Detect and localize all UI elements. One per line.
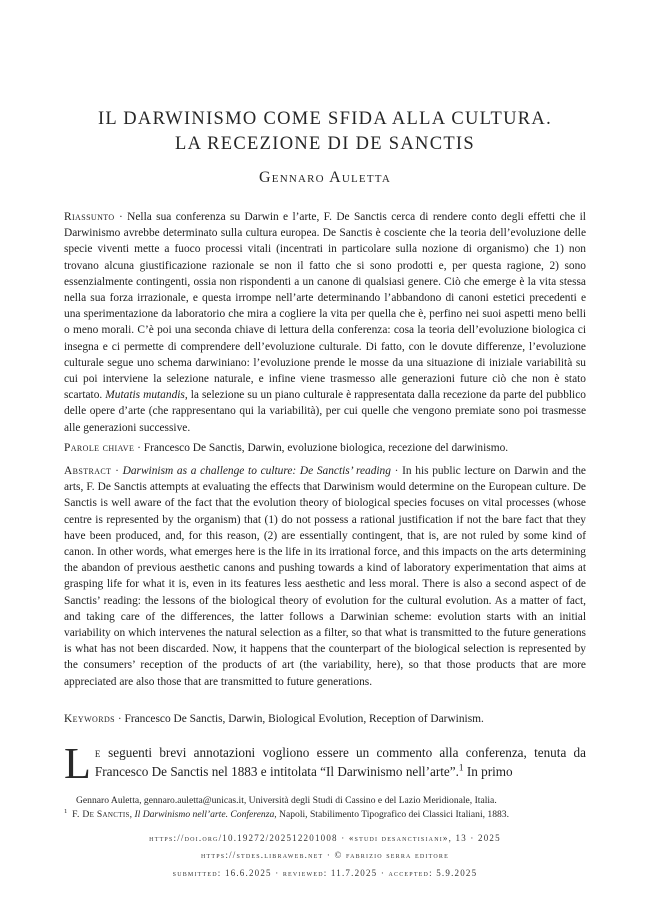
abstract-paragraph <box>64 463 586 690</box>
parole-chiave-text: Francesco De Sanctis, Darwin, evoluzione biologica, recezione del darwinismo. <box>143 442 509 454</box>
footnote-1-sep: , <box>129 809 135 820</box>
intro-paragraph <box>64 739 586 788</box>
article-title-line-1: IL DARWINISMO COME SFIDA ALLA CULTURA. <box>97 109 553 129</box>
footnote-1-author: F. De Sanctis <box>72 809 130 820</box>
author-name: Gennaro Auletta <box>259 169 391 186</box>
riassunto-text-b: , la selezione su un piano culturale è rappresentata dalla recezione da parte del pubblico delle opere d’arte (che rappresentano qui la variabilità), per cui quelle che vengono premiate sono poi trasmesse alle generazioni successive. <box>64 389 586 434</box>
intro-text: seguenti brevi annotazioni vogliono essere un commento alla conferenza, tenuta da Francesco De Sanctis nel 1883 e intitolata “Il Darwinismo nell’arte”. <box>94 745 586 779</box>
abstract-italic-title: Darwinism as a challenge to culture: De Sanctis’ reading <box>122 465 391 477</box>
abstract-text: In his public lecture on Darwin and the arts, F. De Sanctis attempts at evaluating the effects that Darwinism would determine on the European culture. De Sanctis is well aware of the fact that the evolution theory of biological species focuses on vital processes (whose centre is represented by the organism) that (1) do not possess a rational justification if not the bare fact that they have been produced, and, for this reason, (2) are essentially contingent, that is, are not ruled by some kind of canon. In other words, what emerges here is the life in its irrational force, and this impacts on the arts determining the abandon of previous aesthetic canons and pushing towards a kind of laboratory experimentation that aims at grasping life for what it is, even in its features less aesthetic and less moral. There is also a second aspect of de Sanctis’ reading: the lessons of the biological theory of evolution for the cultural evolution. As a matter of fact, and taking care of the differences, the latter follows a Darwinian scheme: evolution starts with an initial variability on which intervenes the natural selection as a filter, so that what is transmitted to the future generations is what has not been discarded. Now, it happens that the counterpart of the biological selection is represented by the consumers’ reception of the products of art (the variability, here), so that those products that are more appreciated are also those that are transmitted to future generations. <box>64 465 586 688</box>
keywords-separator: · <box>114 713 125 725</box>
submission-dates: submitted: 16.6.2025 · reviewed: 11.7.2025 · accepted: 5.9.2025 <box>172 868 478 878</box>
footnote-1-number: 1 <box>64 807 68 815</box>
riassunto-italic: Mutatis mutandis <box>105 389 185 402</box>
footnote-1 <box>64 808 586 821</box>
riassunto-text-a: Nella sua conferenza su Darwin e l’arte, F. De Sanctis cerca di rendere conto degli effetti che il Darwinismo avrebbe determinato sulla cultura europea. De Sanctis è cosciente che la teoria dell’evoluzione delle specie viventi mette a fuoco processi vitali (incentrati in particolare sulla nozione di organismo) che 1) non trovano alcuna giustificazione razionale se non il fatto che si sono prodotti e, per questa ragione, 2) sono essenzialmente contingenti, ossia non rispondenti a un canone di qualsiasi genere. Ciò che emerge è la vita stessa nella sua forza irrazionale, e questa irrompe nell’arte determinando l’abbandono di canoni estetici precedenti e una sperimentazione da laboratorio che mira a cogliere la vita per quella che è, perfino nei suoi aspetti meno belli o meno morali. C’è poi una seconda chiave di lettura della conferenza: cosa la teoria dell’evoluzione biologica ci insegna e ci permette di comprendere dell’evoluzione culturale. Di fatto, con le dovute differenze, l’evoluzione culturale segue uno schema darwiniano: l’evoluzione prende le mosse da una situazione di iniziale variabilità su cui poi interviene la selezione naturale, e infine viene trasmesso alle generazioni future ciò che non è stato scartato. <box>64 211 586 402</box>
riassunto-label: Riassunto <box>64 211 115 223</box>
parole-chiave-paragraph <box>64 440 586 456</box>
abstract-label: Abstract <box>64 465 112 477</box>
abstract-separator: · <box>111 465 123 477</box>
intro-lead: e <box>94 745 101 760</box>
doi-line[interactable]: https://doi.org/10.19272/202512201008 · «studi desanctisiani», 13 · 2025 <box>149 833 501 843</box>
footnote-ref-1[interactable]: 1 <box>458 762 464 773</box>
author-affiliation: Gennaro Auletta, gennaro.auletta@unicas.it, Università degli Studi di Cassino e del Lazio Meridionale, Italia. <box>76 795 497 806</box>
abstract-separator-2: · <box>390 465 403 477</box>
parole-chiave-label: Parole chiave <box>64 442 135 454</box>
publisher-line[interactable]: https://stdes.libraweb.net · © fabrizio serra editore <box>201 850 449 860</box>
keywords-label: Keywords <box>64 713 115 725</box>
riassunto-separator: · <box>114 211 128 223</box>
intro-tail: In primo <box>463 763 513 779</box>
footnote-1-rest: , Napoli, Stabilimento Tipografico dei Classici Italiani, 1883. <box>274 809 510 820</box>
parole-chiave-separator: · <box>134 442 144 454</box>
keywords-text: Francesco De Sanctis, Darwin, Biological Evolution, Reception of Darwinism. <box>124 713 484 725</box>
drop-cap: L <box>64 739 91 788</box>
keywords-paragraph <box>64 711 586 727</box>
riassunto-paragraph <box>64 209 586 436</box>
article-title-line-2: LA RECEZIONE DI DE SANCTIS <box>175 134 475 154</box>
footnote-1-title: Il Darwinismo nell’arte. Conferenza <box>134 809 275 820</box>
